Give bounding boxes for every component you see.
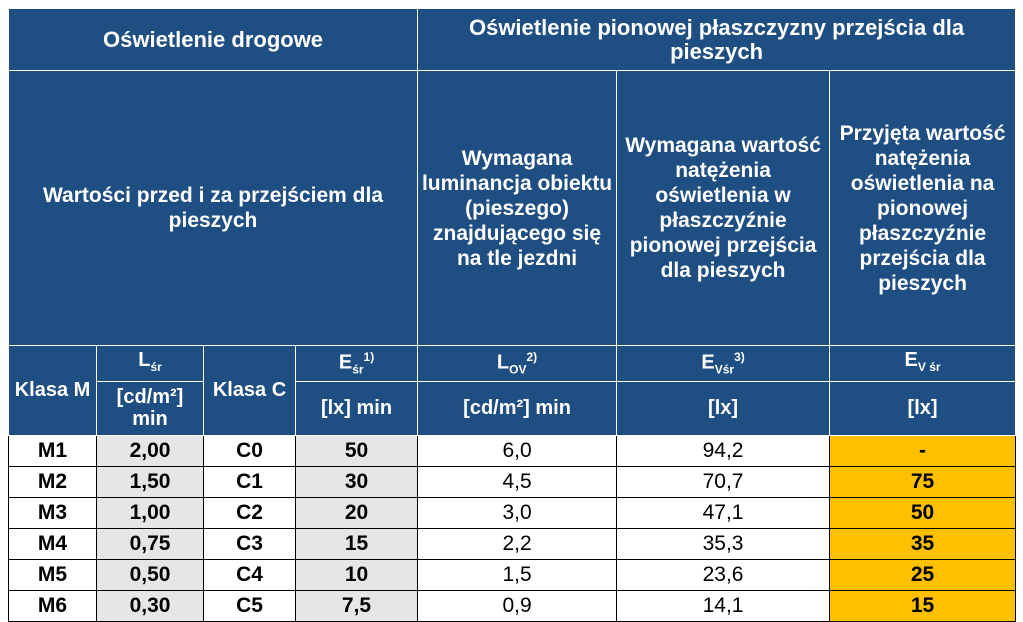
evp-cell: 75 <box>830 466 1016 497</box>
esr-cell: 50 <box>296 435 418 466</box>
evsr-cell: 94,2 <box>617 435 830 466</box>
evp-header: $E_{V śr}$ <box>830 346 1016 382</box>
klasa-m-cell: M6 <box>9 590 97 621</box>
evsr-cell: 14,1 <box>617 590 830 621</box>
klasa-m-header: Klasa M <box>9 346 97 436</box>
esr-cell: 20 <box>296 497 418 528</box>
esr-header: $E_{śr}^{1)}$ <box>296 346 418 382</box>
table-row <box>9 466 1016 497</box>
required-illuminance-description: Wymagana wartość natężenia oświetlenia w płaszczyźnie pionowej przejścia dla pieszych <box>617 71 830 346</box>
esr-unit: [lx] min <box>296 381 418 435</box>
lsr-unit: [cd/m²] min <box>97 381 204 435</box>
esr-cell: 15 <box>296 528 418 559</box>
lov-cell: 1,5 <box>418 559 617 590</box>
evp-unit: [lx] <box>830 381 1016 435</box>
lsr-cell: 0,30 <box>97 590 204 621</box>
evsr-cell: 23,6 <box>617 559 830 590</box>
klasa-m-cell: M5 <box>9 559 97 590</box>
evsr-header: $E_{Vśr}^{3)}$ <box>617 346 830 382</box>
table-row <box>9 559 1016 590</box>
evp-cell: 50 <box>830 497 1016 528</box>
klasa-c-header: Klasa C <box>204 346 296 436</box>
evsr-cell: 70,7 <box>617 466 830 497</box>
lsr-cell: 0,75 <box>97 528 204 559</box>
evp-cell: - <box>830 435 1016 466</box>
evsr-cell: 35,3 <box>617 528 830 559</box>
evsr-unit: [lx] <box>617 381 830 435</box>
lsr-cell: 1,00 <box>97 497 204 528</box>
klasa-c-cell: C4 <box>204 559 296 590</box>
lsr-header: $L_{śr}$ <box>97 346 204 382</box>
klasa-c-cell: C3 <box>204 528 296 559</box>
lsr-cell: 0,50 <box>97 559 204 590</box>
lov-cell: 6,0 <box>418 435 617 466</box>
evp-cell: 35 <box>830 528 1016 559</box>
lov-cell: 3,0 <box>418 497 617 528</box>
esr-cell: 7,5 <box>296 590 418 621</box>
klasa-m-cell: M3 <box>9 497 97 528</box>
klasa-m-cell: M4 <box>9 528 97 559</box>
evsr-cell: 47,1 <box>617 497 830 528</box>
klasa-c-cell: C2 <box>204 497 296 528</box>
evp-cell: 25 <box>830 559 1016 590</box>
klasa-c-cell: C0 <box>204 435 296 466</box>
road-lighting-title: Oświetlenie drogowe <box>9 9 418 71</box>
lov-unit: [cd/m²] min <box>418 381 617 435</box>
lov-cell: 4,5 <box>418 466 617 497</box>
klasa-c-cell: C5 <box>204 590 296 621</box>
lsr-cell: 2,00 <box>97 435 204 466</box>
esr-cell: 30 <box>296 466 418 497</box>
lov-cell: 0,9 <box>418 590 617 621</box>
table-row <box>9 497 1016 528</box>
lov-cell: 2,2 <box>418 528 617 559</box>
table-row <box>9 590 1016 621</box>
lov-header: $L_{OV}^{2)}$ <box>418 346 617 382</box>
klasa-m-cell: M2 <box>9 466 97 497</box>
luminance-description: Wymagana luminancja obiektu (pieszego) znajdującego się na tle jezdni <box>418 71 617 346</box>
lighting-requirements-table <box>8 8 1016 622</box>
table-row <box>9 528 1016 559</box>
left-description: Wartości przed i za przejściem dla pieszych <box>9 71 418 346</box>
adopted-illuminance-description: Przyjęta wartość natężenia oświetlenia na pionowej płaszczyźnie przejścia dla pieszych <box>830 71 1016 346</box>
esr-cell: 10 <box>296 559 418 590</box>
klasa-m-cell: M1 <box>9 435 97 466</box>
table-row <box>9 435 1016 466</box>
lsr-cell: 1,50 <box>97 466 204 497</box>
klasa-c-cell: C1 <box>204 466 296 497</box>
evp-cell: 15 <box>830 590 1016 621</box>
crossing-lighting-title: Oświetlenie pionowej płaszczyzny przejścia dla pieszych <box>418 9 1016 71</box>
